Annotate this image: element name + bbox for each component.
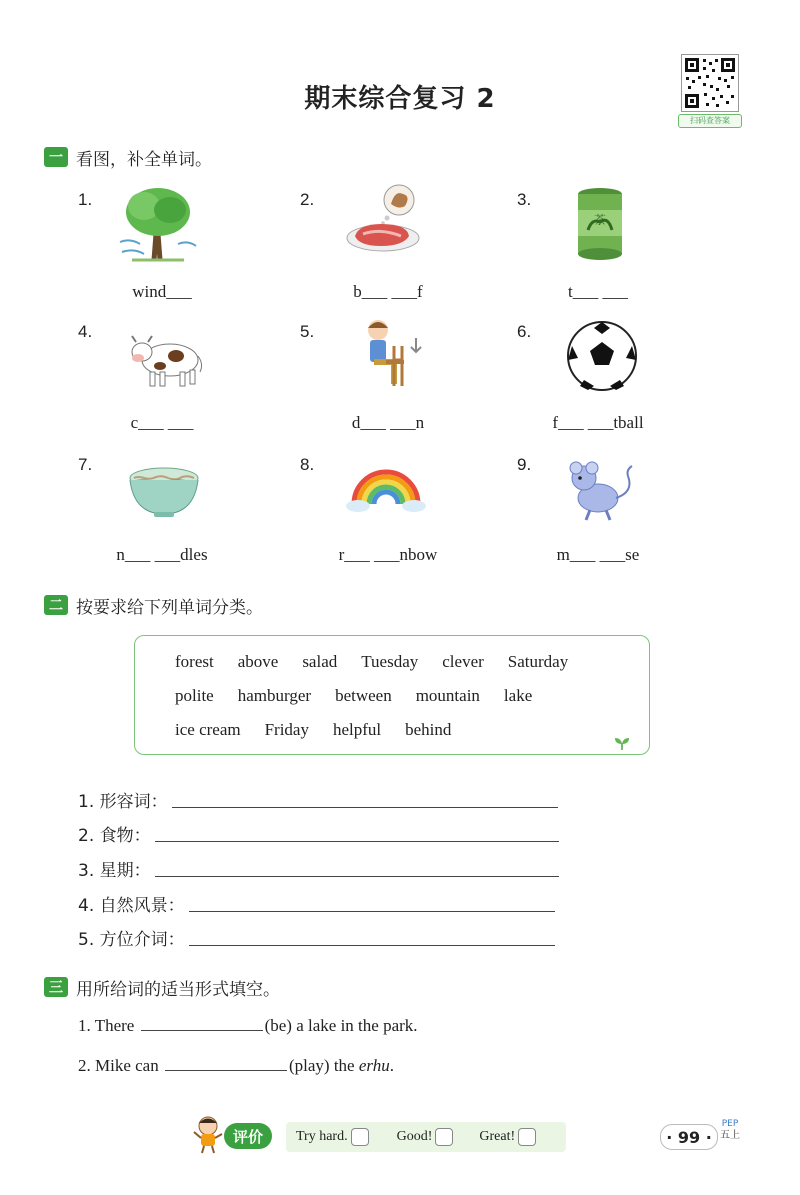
word-blank[interactable]: c___ ___ (130, 413, 194, 432)
word-bank-item: lake (503, 686, 533, 705)
section-2-header (44, 592, 263, 618)
word-bank-item: salad (302, 652, 338, 671)
item-number: 7. (78, 455, 93, 474)
mouse-icon (562, 448, 642, 528)
svg-text:茶: 茶 (593, 213, 607, 227)
section-3-header (44, 974, 280, 1000)
word-blank[interactable]: b___ ___f (353, 282, 423, 301)
football-icon (562, 316, 642, 396)
qr-code-image (681, 54, 739, 112)
boy-sitting-down-icon (348, 316, 428, 396)
word-bank-row (175, 720, 475, 740)
word-bank-item: polite (175, 686, 214, 705)
answer-line[interactable] (155, 875, 559, 877)
word-blank[interactable]: r___ ___nbow (338, 545, 438, 564)
item-number: 8. (300, 455, 315, 474)
rating-label: Great! (479, 1129, 516, 1144)
word-bank-item: helpful (332, 720, 382, 739)
rainbow-icon (346, 448, 426, 528)
sentence-start: 2. Mike can (78, 1056, 159, 1075)
answer-line[interactable] (172, 806, 558, 808)
word-blank[interactable]: d___ ___n (351, 413, 425, 432)
word-bank-item: behind (405, 720, 452, 739)
edition-badge (720, 1119, 740, 1141)
word-bank-row (175, 686, 556, 706)
fill-blank[interactable] (141, 1016, 263, 1031)
word-bank-item: Saturday (507, 652, 569, 671)
section-1-header (44, 144, 212, 170)
category-nature (78, 892, 555, 916)
category-label: 4. 自然风景： (78, 896, 185, 916)
rating-label: Try hard. (296, 1129, 348, 1144)
rating-checkbox[interactable] (351, 1128, 369, 1146)
noodles-bowl-icon (124, 448, 204, 528)
category-preposition (78, 926, 555, 950)
beef-steak-icon (345, 182, 425, 262)
category-adjective (78, 788, 558, 812)
category-weekday (78, 857, 559, 881)
answer-line[interactable] (155, 840, 559, 842)
category-label: 3. 星期： (78, 861, 151, 881)
mascot-icon (192, 1114, 226, 1154)
answer-line[interactable] (189, 944, 555, 946)
item-number: 4. (78, 322, 93, 341)
word-bank-item: forest (175, 652, 214, 671)
rating-checkbox[interactable] (435, 1128, 453, 1146)
section-1-instruction: 看图，补全单词。 (76, 149, 212, 170)
section-3-badge: 三 (44, 977, 68, 997)
word-bank-item: Friday (264, 720, 309, 739)
rating-label: Good! (396, 1129, 433, 1144)
sentence-period: . (389, 1056, 394, 1075)
item-number: 1. (78, 190, 93, 209)
item-number: 2. (300, 190, 315, 209)
sentence-start: 1. There (78, 1016, 135, 1035)
evaluation-label: 评价 (224, 1123, 272, 1149)
sentence-italic: erhu (358, 1056, 390, 1075)
sentence-end: (play) the (288, 1056, 359, 1075)
word-bank-item: above (237, 652, 279, 671)
word-bank-item: Tuesday (361, 652, 419, 671)
word-bank-item: ice cream (175, 720, 241, 739)
answer-line[interactable] (189, 910, 555, 912)
qr-caption: 扫码查答案 (678, 114, 742, 128)
qr-code[interactable] (678, 54, 740, 128)
word-blank[interactable]: m___ ___se (556, 545, 640, 564)
fill-sentence-1 (78, 1016, 418, 1036)
edition-bottom: 五上 (720, 1130, 740, 1141)
rating-checkbox[interactable] (518, 1128, 536, 1146)
word-bank-box (134, 635, 650, 755)
category-label: 2. 食物： (78, 826, 151, 846)
section-2-badge: 二 (44, 595, 68, 615)
sentence-end: (be) a lake in the park. (264, 1016, 418, 1035)
word-bank-item: mountain (415, 686, 480, 705)
item-number: 6. (517, 322, 532, 341)
page-number: · 99 · (660, 1124, 718, 1150)
cow-icon (124, 316, 204, 396)
word-bank-item: hamburger (237, 686, 312, 705)
section-1-badge: 一 (44, 147, 68, 167)
item-number: 3. (517, 190, 532, 209)
word-blank[interactable]: wind___ (132, 282, 192, 301)
section-3-instruction: 用所给词的适当形式填空。 (76, 979, 280, 1000)
word-bank-item: clever (442, 652, 484, 671)
item-number: 9. (517, 455, 532, 474)
tea-can-icon (560, 182, 640, 262)
sprout-icon (613, 736, 631, 750)
rating-bar (286, 1122, 566, 1152)
word-bank-item: between (335, 686, 392, 705)
tree-in-wind-icon (118, 182, 198, 262)
category-food (78, 822, 559, 846)
category-label: 1. 形容词： (78, 792, 168, 812)
item-number: 5. (300, 322, 315, 341)
page-title: 期末综合复习 2 (304, 84, 496, 114)
word-bank-row (175, 652, 592, 672)
edition-top: PEP (721, 1119, 739, 1129)
category-label: 5. 方位介词： (78, 930, 185, 950)
word-blank[interactable]: f___ ___tball (552, 413, 644, 432)
word-blank[interactable]: t___ ___ (568, 282, 628, 301)
fill-blank[interactable] (165, 1056, 287, 1071)
section-2-instruction: 按要求给下列单词分类。 (76, 597, 263, 618)
fill-sentence-2 (78, 1056, 394, 1076)
word-blank[interactable]: n___ ___dles (116, 545, 208, 564)
